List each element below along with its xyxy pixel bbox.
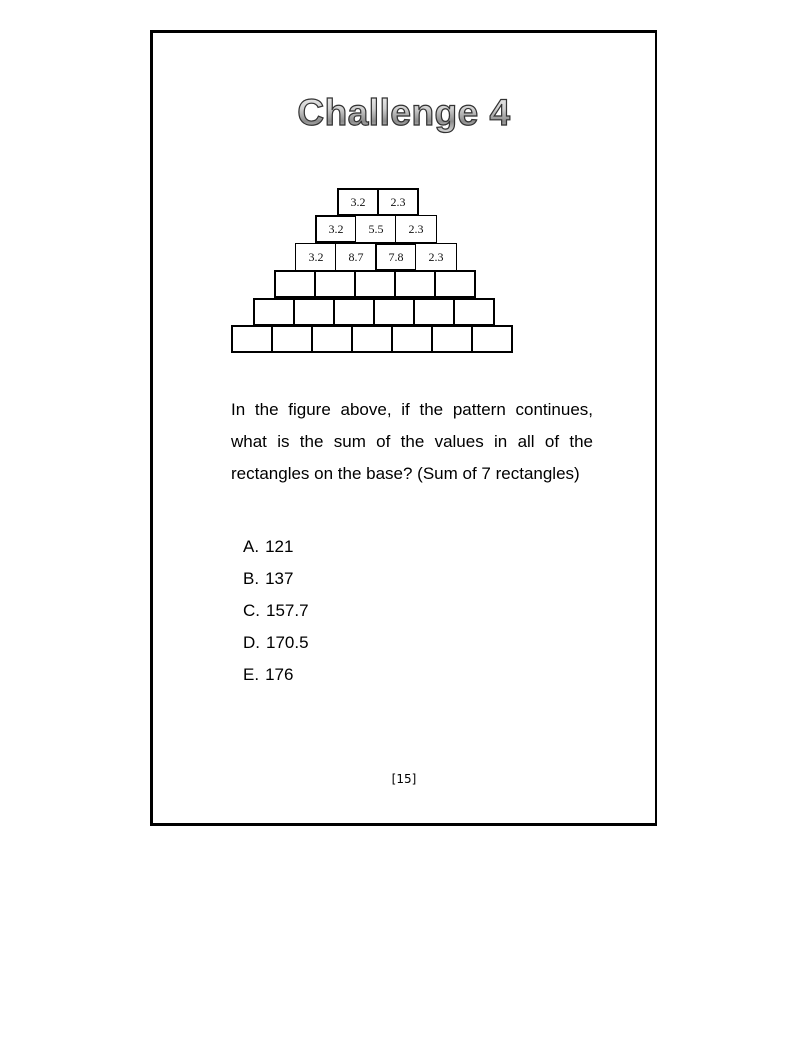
choice-value: 137 [265, 569, 294, 588]
brick [453, 298, 495, 326]
page-number: [15] [391, 772, 417, 786]
brick [351, 325, 393, 353]
brick-pyramid-figure [0, 0, 808, 400]
question-text: In the figure above, if the pattern continues, what is the sum of the values in all of the rectangles on the base? (Sum of 7 rectangles) [231, 400, 593, 483]
brick: 3.2 [315, 215, 357, 243]
pyramid-row-3 [295, 243, 455, 271]
brick [293, 298, 335, 326]
brick [271, 325, 313, 353]
pyramid-row-5 [253, 298, 493, 326]
brick: 3.2 [337, 188, 379, 216]
brick [253, 298, 295, 326]
choice-letter: A. [243, 537, 260, 556]
choice-e [243, 660, 309, 692]
brick [391, 325, 433, 353]
pyramid-row-4 [274, 270, 474, 298]
brick [311, 325, 353, 353]
pyramid-row-1 [337, 188, 417, 216]
brick: 5.5 [355, 215, 397, 243]
choice-letter: B. [243, 569, 260, 588]
brick: 2.3 [377, 188, 419, 216]
brick [354, 270, 396, 298]
brick: 2.3 [395, 215, 437, 243]
choice-b [243, 564, 309, 596]
choice-a [243, 532, 309, 564]
brick [231, 325, 273, 353]
choice-letter: D. [243, 633, 260, 652]
brick [434, 270, 476, 298]
brick [333, 298, 375, 326]
choice-value: 170.5 [266, 633, 309, 652]
brick [394, 270, 436, 298]
choice-value: 121 [265, 537, 294, 556]
choice-value: 157.7 [266, 601, 309, 620]
brick: 2.3 [415, 243, 457, 271]
brick [431, 325, 473, 353]
choice-letter: E. [243, 665, 260, 684]
brick [471, 325, 513, 353]
answer-choices [243, 532, 309, 692]
choice-c [243, 596, 309, 628]
brick [314, 270, 356, 298]
choice-value: 176 [265, 665, 294, 684]
brick [413, 298, 455, 326]
brick [373, 298, 415, 326]
brick [274, 270, 316, 298]
pyramid-row-base [231, 325, 511, 353]
brick: 8.7 [335, 243, 377, 271]
brick: 3.2 [295, 243, 337, 271]
choice-d [243, 628, 309, 660]
pyramid-row-2 [315, 215, 435, 243]
brick: 7.8 [375, 243, 417, 271]
choice-letter: C. [243, 601, 260, 620]
page-title: Challenge 4 [150, 92, 658, 134]
